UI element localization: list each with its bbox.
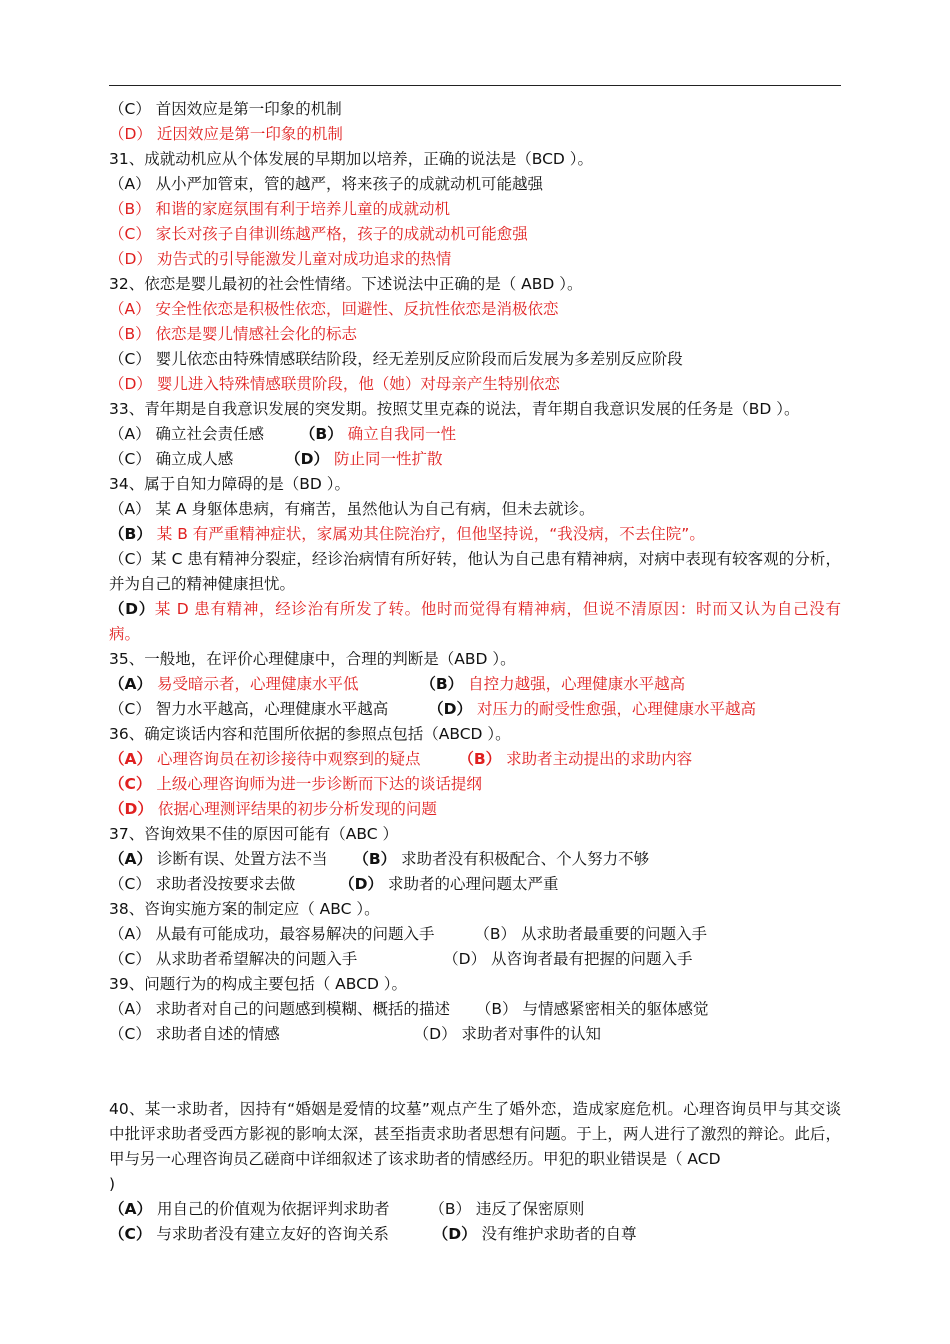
q40-option-a-label: （A）	[109, 1200, 152, 1218]
q30-option-c: （C） 首因效应是第一印象的机制	[109, 100, 342, 118]
q37-option-a-label: （A）	[109, 850, 152, 868]
q39-row-ab	[109, 997, 841, 1022]
q39-option-b: （B） 与情感紧密相关的躯体感觉	[475, 1000, 709, 1018]
q32-option-c: （C） 婴儿依恋由特殊情感联结阶段，经无差别反应阶段而后发展为多差别反应阶段	[109, 350, 683, 368]
q40-stem-end: )	[109, 1175, 116, 1193]
q35-option-a-label: （A）	[109, 675, 152, 693]
q34-option-b-label: （B）	[109, 525, 152, 543]
q34-option-d-label: （D）	[109, 600, 155, 618]
q35-option-d: 对压力的耐受性愈强，心理健康水平越高	[476, 700, 756, 718]
q39-option-d: （D） 求助者对事件的认知	[413, 1025, 602, 1043]
q33-option-a: （A） 确立社会责任感	[109, 425, 265, 443]
q32-option-d: （D） 婴儿进入特殊情感联贯阶段，他（她）对母亲产生特别依恋	[109, 375, 560, 393]
q36-row-ab	[109, 747, 841, 772]
q34-row-d	[109, 597, 841, 647]
q39-option-c: （C） 求助者自述的情感	[109, 1025, 280, 1043]
q35-option-d-label: （D）	[428, 700, 473, 718]
q40-option-c-label: （C）	[109, 1225, 152, 1243]
spacer	[109, 1047, 841, 1072]
q40-stem: 40、某一求助者，因持有“婚姻是爱情的坟墓”观点产生了婚外恋，造成家庭危机。心理咨询员甲与其交谈中批评求助者受西方影视的影响太深，甚至指责求助者思想有问题。于上，两人进行了激烈的辩论。此后，甲与另一心理咨询员乙磋商中详细叙述了该求助者的情感经历。甲犯的职业错误是（ ACD	[109, 1100, 841, 1168]
q34-option-d: 某 D 患有精神，经诊治有所发了转。他时而觉得有精神病，但说不清原因：时而又认为自己没有病。	[109, 600, 841, 643]
q40-option-a: 用自己的价值观为依据评判求助者	[156, 1200, 390, 1218]
q38-row-cd	[109, 947, 841, 972]
spacer	[109, 1072, 841, 1097]
q33-option-c: （C） 确立成人感	[109, 450, 234, 468]
q31-stem: 31、成就动机应从个体发展的早期加以培养，正确的说法是（BCD ）。	[109, 150, 594, 168]
q31-option-c: （C） 家长对孩子自律训练越严格，孩子的成就动机可能愈强	[109, 225, 528, 243]
q39-option-a: （A） 求助者对自己的问题感到模糊、概括的描述	[109, 1000, 451, 1018]
q31-option-a: （A） 从小严加管束，管的越严，将来孩子的成就动机可能越强	[109, 175, 544, 193]
q33-row-ab	[109, 422, 841, 447]
q35-option-c: （C） 智力水平越高，心理健康水平越高	[109, 700, 389, 718]
q33-stem: 33、青年期是自我意识发展的突发期。按照艾里克森的说法，青年期自我意识发展的任务是（BD ）。	[109, 400, 800, 418]
q36-option-c-label: （C）	[109, 775, 152, 793]
q30-option-d: （D） 近因效应是第一印象的机制	[109, 125, 343, 143]
q35-option-a: 易受暗示者，心理健康水平低	[156, 675, 359, 693]
q39-stem: 39、问题行为的构成主要包括（ ABCD ）。	[109, 975, 408, 993]
q34-option-c: （C）某 C 患有精神分裂症，经诊治病情有所好转，他认为自己患有精神病，对病中表现有较客观的分析，并为自己的精神健康担忧。	[109, 550, 841, 593]
q33-option-b: 确立自我同一性	[347, 425, 457, 443]
q37-option-a: 诊断有误、处置方法不当	[156, 850, 328, 868]
q37-option-b: 求助者没有积极配合、个人努力不够	[401, 850, 650, 868]
q33-option-d: 防止同一性扩散	[333, 450, 443, 468]
header-rule	[109, 85, 841, 86]
q38-option-b: （B） 从求助者最重要的问题入手	[474, 925, 707, 943]
q40-option-c: 与求助者没有建立友好的咨询关系	[156, 1225, 389, 1243]
q35-stem: 35、一般地，在评价心理健康中，合理的判断是（ABD ）。	[109, 650, 516, 668]
q36-stem: 36、确定谈话内容和范围所依据的参照点包括（ABCD ）。	[109, 725, 511, 743]
q37-option-d: 求助者的心理问题太严重	[387, 875, 559, 893]
q40-row-ab	[109, 1197, 841, 1222]
q34-option-a: （A） 某 A 身躯体患病，有痛苦，虽然他认为自己有病，但未去就诊。	[109, 500, 595, 518]
q38-row-ab	[109, 922, 841, 947]
q31-option-b: （B） 和谐的家庭氛围有利于培养儿童的成就动机	[109, 200, 451, 218]
q35-row-ab	[109, 672, 841, 697]
q36-option-d-label: （D）	[109, 800, 153, 818]
q37-row-cd	[109, 872, 841, 897]
q34-option-b: 某 B 有严重精神症状，家属劝其住院治疗，但他坚持说，“我没病，不去住院”。	[156, 525, 705, 543]
q33-option-d-label: （D）	[285, 450, 330, 468]
q37-option-d-label: （D）	[339, 875, 384, 893]
q35-row-cd	[109, 697, 841, 722]
q34-row-b	[109, 522, 841, 547]
q36-row-c	[109, 772, 841, 797]
q32-option-b: （B） 依恋是婴儿情感社会化的标志	[109, 325, 358, 343]
q40-option-b: （B） 违反了保密原则	[429, 1200, 585, 1218]
q39-row-cd	[109, 1022, 841, 1047]
q32-option-a: （A） 安全性依恋是积极性依恋，回避性、反抗性依恋是消极依恋	[109, 300, 559, 318]
q36-option-c: 上级心理咨询师为进一步诊断而下达的谈话提纲	[156, 775, 482, 793]
q37-option-b-label: （B）	[353, 850, 397, 868]
q40-row-cd	[109, 1222, 841, 1247]
q37-row-ab	[109, 847, 841, 872]
q36-option-a: 心理咨询员在初诊接待中观察到的疑点	[156, 750, 421, 768]
q35-option-b-label: （B）	[420, 675, 464, 693]
q31-option-d: （D） 劝告式的引导能激发儿童对成功追求的热情	[109, 250, 452, 268]
q38-stem: 38、咨询实施方案的制定应（ ABC ）。	[109, 900, 380, 918]
q36-option-a-label: （A）	[109, 750, 152, 768]
q34-stem: 34、属于自知力障碍的是（BD ）。	[109, 475, 350, 493]
q40-option-d: 没有维护求助者的自尊	[481, 1225, 637, 1243]
q35-option-b: 自控力越强，心理健康水平越高	[468, 675, 686, 693]
q33-option-b-label: （B）	[299, 425, 343, 443]
q33-row-cd	[109, 447, 841, 472]
q38-option-d: （D） 从咨询者最有把握的问题入手	[443, 950, 693, 968]
document-page	[109, 97, 841, 1247]
q37-stem: 37、咨询效果不佳的原因可能有（ABC ）	[109, 825, 398, 843]
q38-option-c: （C） 从求助者希望解决的问题入手	[109, 950, 358, 968]
q37-option-c: （C） 求助者没按要求去做	[109, 875, 296, 893]
q36-row-d	[109, 797, 841, 822]
q38-option-a: （A） 从最有可能成功，最容易解决的问题入手	[109, 925, 435, 943]
q36-option-b: 求助者主动提出的求助内容	[506, 750, 693, 768]
q36-option-b-label: （B）	[458, 750, 502, 768]
q36-option-d: 依据心理测评结果的初步分析发现的问题	[157, 800, 437, 818]
q32-stem: 32、依恋是婴儿最初的社会性情绪。下述说法中正确的是（ ABD ）。	[109, 275, 583, 293]
q40-option-d-label: （D）	[432, 1225, 477, 1243]
